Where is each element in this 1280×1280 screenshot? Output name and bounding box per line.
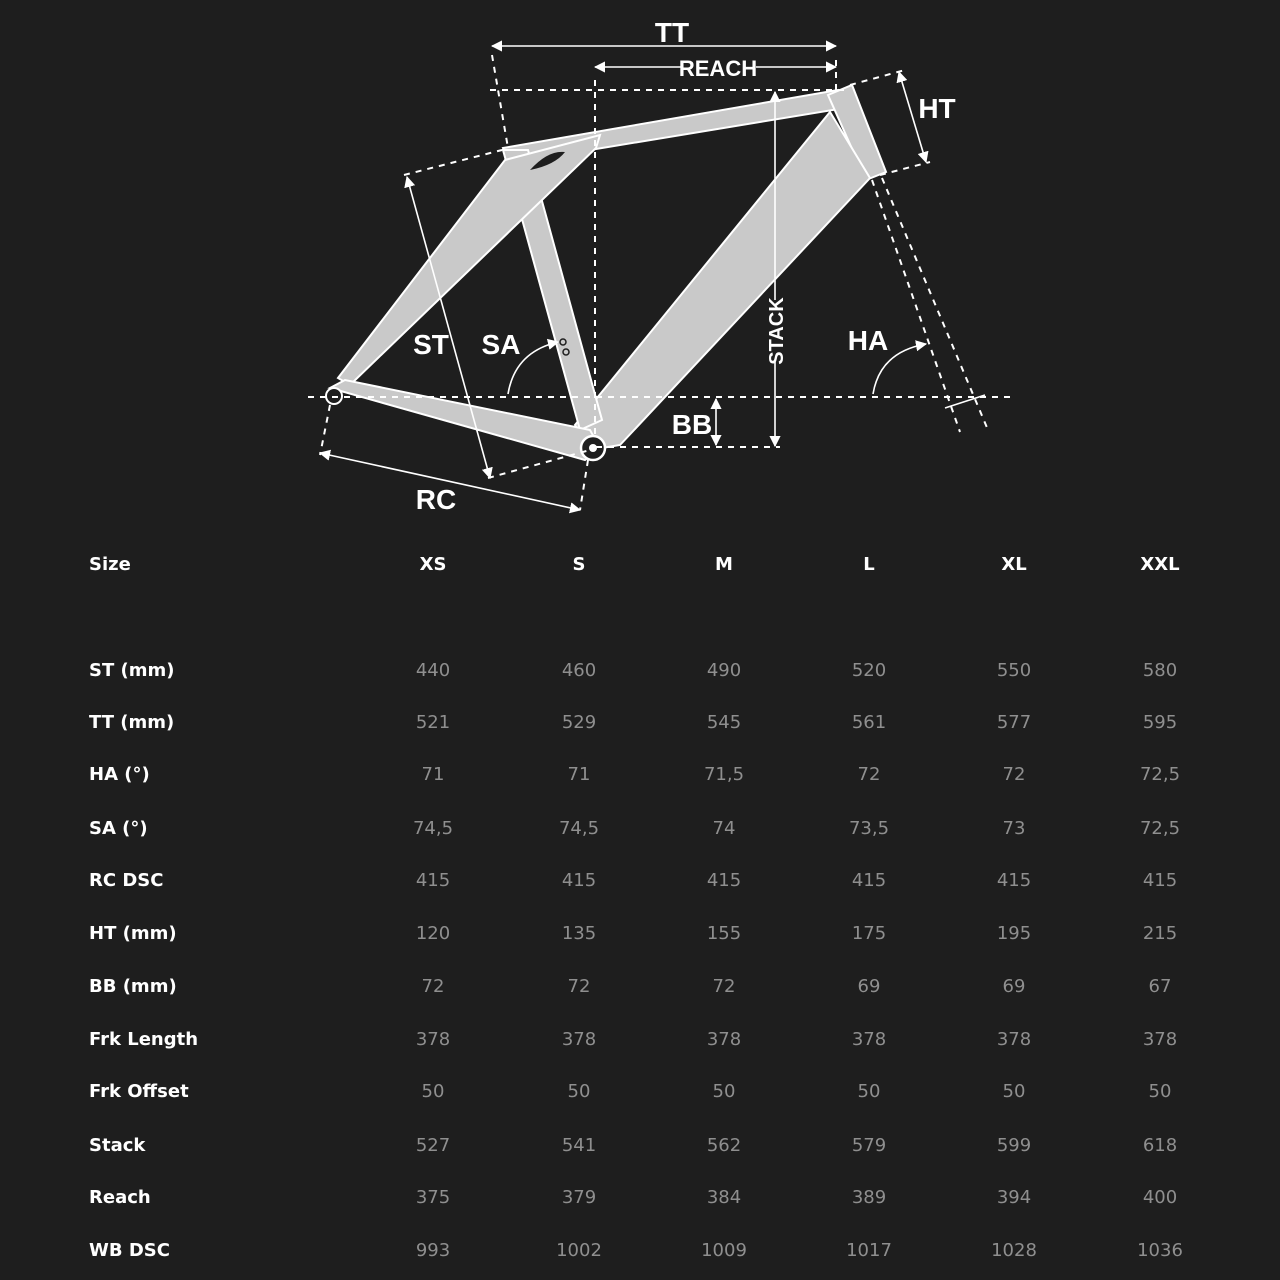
table-cell: 378 bbox=[996, 1029, 1032, 1050]
table-row bbox=[0, 866, 1280, 896]
table-cell: 215 bbox=[1142, 923, 1178, 944]
table-cell: 50 bbox=[1148, 1081, 1172, 1102]
table-cell: 379 bbox=[561, 1187, 597, 1208]
row-label: Reach bbox=[89, 1187, 151, 1208]
size-column-header: XS bbox=[419, 554, 447, 575]
table-cell: 378 bbox=[415, 1029, 451, 1050]
row-label: HT (mm) bbox=[89, 923, 177, 944]
table-cell: 384 bbox=[706, 1187, 742, 1208]
table-cell: 72 bbox=[857, 764, 881, 785]
table-row bbox=[0, 656, 1280, 686]
row-label: RC DSC bbox=[89, 870, 164, 891]
table-cell: 74 bbox=[712, 818, 736, 839]
table-cell: 1028 bbox=[991, 1240, 1037, 1261]
stack-label: STACK bbox=[766, 297, 788, 365]
table-cell: 50 bbox=[712, 1081, 736, 1102]
table-cell: 460 bbox=[561, 660, 597, 681]
table-cell: 50 bbox=[421, 1081, 445, 1102]
table-cell: 71 bbox=[567, 764, 591, 785]
table-cell: 74,5 bbox=[412, 818, 454, 839]
table-cell: 550 bbox=[996, 660, 1032, 681]
ha-label: HA bbox=[847, 325, 889, 356]
table-cell: 72 bbox=[567, 976, 591, 997]
table-cell: 595 bbox=[1142, 712, 1178, 733]
size-header-label: Size bbox=[89, 554, 131, 575]
table-cell: 120 bbox=[415, 923, 451, 944]
table-cell: 1017 bbox=[846, 1240, 892, 1261]
table-row bbox=[0, 1183, 1280, 1213]
table-cell: 580 bbox=[1142, 660, 1178, 681]
size-column-header: XXL bbox=[1140, 554, 1180, 575]
table-cell: 521 bbox=[415, 712, 451, 733]
row-label: ST (mm) bbox=[89, 660, 175, 681]
sa-label: SA bbox=[481, 329, 521, 360]
row-label: TT (mm) bbox=[89, 712, 175, 733]
bb-label: BB bbox=[671, 409, 713, 440]
table-cell: 527 bbox=[415, 1135, 451, 1156]
table-header-row bbox=[0, 550, 1280, 580]
table-row bbox=[0, 814, 1280, 844]
table-cell: 440 bbox=[415, 660, 451, 681]
table-cell: 72 bbox=[421, 976, 445, 997]
table-row bbox=[0, 1077, 1280, 1107]
table-cell: 378 bbox=[706, 1029, 742, 1050]
size-column-header: L bbox=[863, 554, 875, 575]
table-cell: 394 bbox=[996, 1187, 1032, 1208]
table-cell: 541 bbox=[561, 1135, 597, 1156]
table-cell: 1002 bbox=[556, 1240, 602, 1261]
table-cell: 400 bbox=[1142, 1187, 1178, 1208]
reach-label: REACH bbox=[678, 56, 758, 81]
table-cell: 50 bbox=[1002, 1081, 1026, 1102]
table-row bbox=[0, 1236, 1280, 1266]
table-cell: 72 bbox=[1002, 764, 1026, 785]
size-column-header: XL bbox=[1001, 554, 1027, 575]
row-label: WB DSC bbox=[89, 1240, 170, 1261]
table-cell: 378 bbox=[561, 1029, 597, 1050]
table-cell: 993 bbox=[415, 1240, 451, 1261]
table-cell: 378 bbox=[1142, 1029, 1178, 1050]
ht-label: HT bbox=[918, 93, 956, 124]
table-cell: 577 bbox=[996, 712, 1032, 733]
table-cell: 135 bbox=[561, 923, 597, 944]
table-row bbox=[0, 919, 1280, 949]
table-row bbox=[0, 1025, 1280, 1055]
table-cell: 50 bbox=[567, 1081, 591, 1102]
row-label: Frk Length bbox=[89, 1029, 199, 1050]
table-cell: 378 bbox=[851, 1029, 887, 1050]
row-label: Frk Offset bbox=[89, 1081, 189, 1102]
table-cell: 67 bbox=[1148, 976, 1172, 997]
table-row bbox=[0, 972, 1280, 1002]
table-cell: 69 bbox=[1002, 976, 1026, 997]
table-cell: 71,5 bbox=[703, 764, 745, 785]
bike-frame bbox=[326, 85, 889, 460]
table-cell: 561 bbox=[851, 712, 887, 733]
frame-geometry-diagram bbox=[0, 0, 1280, 530]
table-cell: 69 bbox=[857, 976, 881, 997]
rc-label: RC bbox=[415, 484, 457, 515]
table-row bbox=[0, 708, 1280, 738]
table-cell: 195 bbox=[996, 923, 1032, 944]
table-cell: 562 bbox=[706, 1135, 742, 1156]
table-cell: 529 bbox=[561, 712, 597, 733]
table-cell: 579 bbox=[851, 1135, 887, 1156]
table-cell: 618 bbox=[1142, 1135, 1178, 1156]
table-row bbox=[0, 760, 1280, 790]
table-cell: 175 bbox=[851, 923, 887, 944]
table-cell: 72,5 bbox=[1139, 764, 1181, 785]
size-column-header: S bbox=[572, 554, 586, 575]
table-cell: 1009 bbox=[701, 1240, 747, 1261]
row-label: HA (°) bbox=[89, 764, 150, 785]
table-cell: 71 bbox=[421, 764, 445, 785]
table-cell: 50 bbox=[857, 1081, 881, 1102]
row-label: SA (°) bbox=[89, 818, 148, 839]
table-row bbox=[0, 1131, 1280, 1161]
table-cell: 389 bbox=[851, 1187, 887, 1208]
table-cell: 415 bbox=[851, 870, 887, 891]
tt-label: TT bbox=[654, 17, 690, 48]
st-label: ST bbox=[413, 329, 449, 360]
table-cell: 415 bbox=[415, 870, 451, 891]
table-cell: 415 bbox=[706, 870, 742, 891]
table-cell: 415 bbox=[996, 870, 1032, 891]
row-label: Stack bbox=[89, 1135, 146, 1156]
table-cell: 72,5 bbox=[1139, 818, 1181, 839]
table-cell: 375 bbox=[415, 1187, 451, 1208]
table-cell: 599 bbox=[996, 1135, 1032, 1156]
table-cell: 155 bbox=[706, 923, 742, 944]
table-cell: 74,5 bbox=[558, 818, 600, 839]
table-cell: 545 bbox=[706, 712, 742, 733]
table-cell: 73,5 bbox=[848, 818, 890, 839]
table-cell: 490 bbox=[706, 660, 742, 681]
table-cell: 520 bbox=[851, 660, 887, 681]
table-cell: 415 bbox=[1142, 870, 1178, 891]
table-cell: 1036 bbox=[1137, 1240, 1183, 1261]
table-cell: 72 bbox=[712, 976, 736, 997]
table-cell: 73 bbox=[1002, 818, 1026, 839]
table-cell: 415 bbox=[561, 870, 597, 891]
size-column-header: M bbox=[715, 554, 733, 575]
row-label: BB (mm) bbox=[89, 976, 177, 997]
